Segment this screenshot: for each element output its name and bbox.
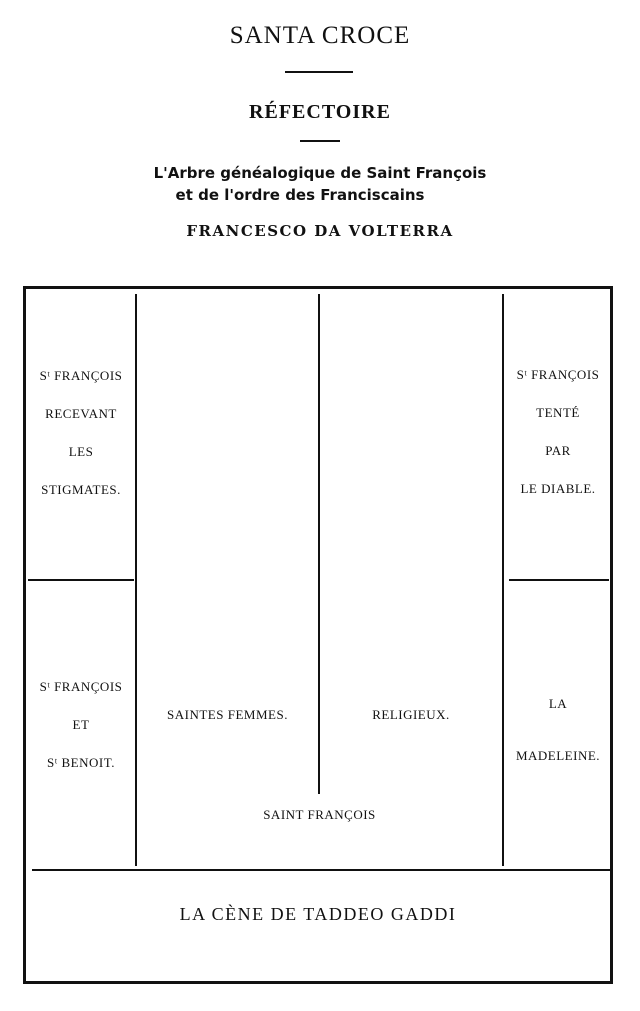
- panel-tempted: [504, 356, 612, 508]
- panel-stigmata-line-3: LES: [68, 444, 94, 459]
- panel-tempted-line-2: TENTÉ: [536, 405, 580, 420]
- panel-madeleine-line-1: LA: [548, 696, 568, 711]
- panel-benoit-line-1: Sᵗ FRANÇOIS: [39, 679, 123, 694]
- panel-benoit-line-2: ET: [72, 717, 90, 732]
- bottom-section-divider: [32, 869, 610, 871]
- panel-stigmata-line-2: RECEVANT: [45, 406, 117, 421]
- label-saint-francois: SAINT FRANÇOIS: [263, 807, 376, 822]
- panel-benoit: [28, 668, 134, 782]
- panel-tempted-line-4: LE DIABLE.: [520, 481, 596, 496]
- description-line-1: L'Arbre généalogique de Saint François: [153, 164, 487, 182]
- label-cene: LA CÈNE DE TADDEO GADDI: [179, 904, 457, 924]
- panel-stigmata: [28, 357, 134, 509]
- label-religieux: RELIGIEUX.: [372, 707, 450, 722]
- panel-tempted-line-3: PAR: [545, 443, 571, 458]
- subtitle-divider: [300, 140, 340, 142]
- left-panel-divider: [28, 579, 134, 581]
- left-column-divider: [135, 294, 137, 866]
- panel-stigmata-line-1: Sᵗ FRANÇOIS: [39, 368, 123, 383]
- title-divider: [285, 71, 353, 73]
- panel-benoit-line-3: Sᵗ BENOIT.: [47, 755, 115, 770]
- author-name: FRANCESCO DA VOLTERRA: [186, 222, 454, 240]
- panel-madeleine-line-2: MADELEINE.: [515, 748, 601, 763]
- section-title: RÉFECTOIRE: [249, 101, 391, 123]
- label-saintes-femmes: SAINTES FEMMES.: [167, 707, 288, 722]
- panel-tempted-line-1: Sᵗ FRANÇOIS: [516, 367, 600, 382]
- panel-stigmata-line-4: STIGMATES.: [41, 482, 121, 497]
- right-panel-divider: [509, 579, 609, 581]
- panel-madeleine: [504, 678, 612, 782]
- description-line-2: et de l'ordre des Franciscains: [175, 186, 425, 204]
- page-title: SANTA CROCE: [229, 22, 411, 49]
